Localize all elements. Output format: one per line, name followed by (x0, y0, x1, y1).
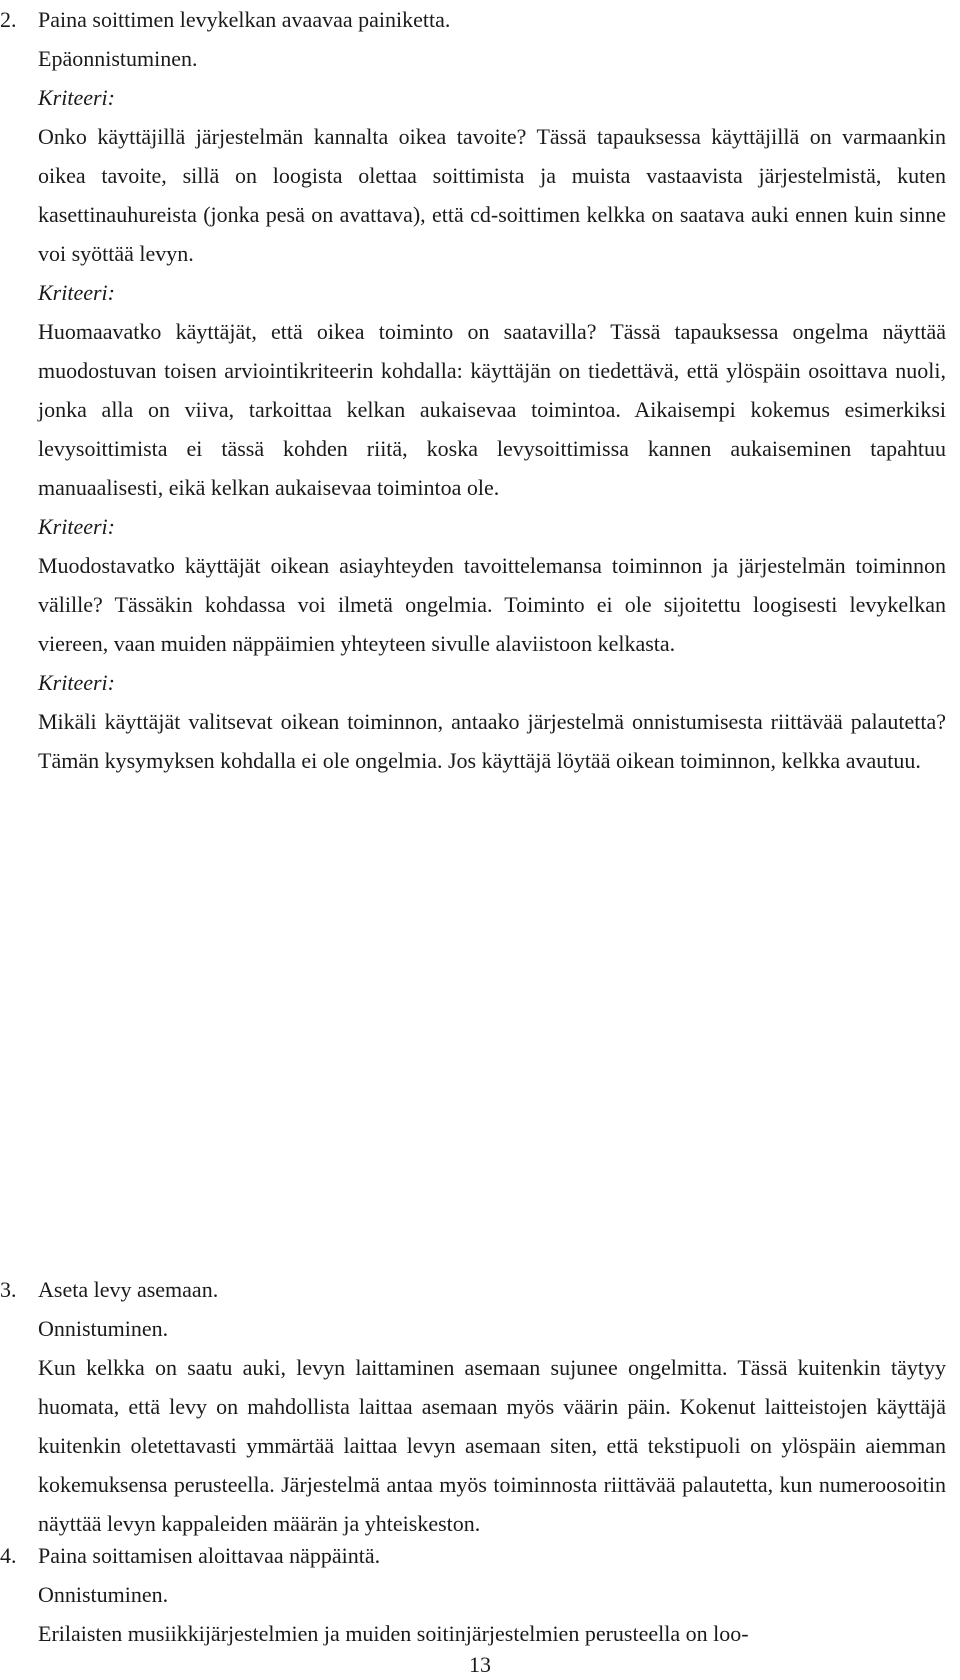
item-body (38, 1536, 946, 1653)
item-number: 4. (0, 1543, 17, 1568)
criteria-label: Kriteeri: (38, 280, 115, 305)
item-body (38, 1270, 946, 1543)
item-number: 3. (0, 1277, 17, 1302)
criteria-text: Huomaavatko käyttäjät, että oikea toiminto on saatavilla? Tässä tapauksessa ongelma näyttää muodostuvan toisen arviointikriteerin kohdalla: käyttäjän on tiedettävä, että ylöspäin osoittava nuoli, jonka alla on viiva, tarkoittaa kelkan aukaisevaa toimintoa. Aikaisempi kokemus esimerkiksi levysoittimista ei tässä kohden riitä, koska levysoittimissa kannen aukaiseminen tapahtuu manuaalisesti, eikä kelkan aukaisevaa toimintoa ole. (38, 319, 946, 500)
criteria-text: Mikäli käyttäjät valitsevat oikean toiminnon, antaako järjestelmä onnistumisesta riittävää palautetta? Tämän kysymyksen kohdalla ei ole ongelmia. Jos käyttäjä löytää oikean toiminnon, kelkka avautuu. (38, 709, 946, 773)
criteria-text: Onko käyttäjillä järjestelmän kannalta oikea tavoite? Tässä tapauksessa käyttäjillä on varmaankin oikea tavoite, sillä on loogista olettaa soittimista ja muista vastaavista järjestelmistä, kuten kasettinauhureista (jonka pesä on avattava), että cd-soittimen kelkka on saatava auki ennen kuin sinne voi syöttää levyn. (38, 124, 946, 266)
page-number: 13 (469, 1652, 491, 1677)
item-heading: Paina soittimen levykelkan avaavaa painiketta. (38, 7, 451, 32)
criteria-label: Kriteeri: (38, 670, 115, 695)
item-number: 2. (0, 7, 17, 32)
item-result: Onnistuminen. (38, 1582, 169, 1607)
criteria-label: Kriteeri: (38, 514, 115, 539)
item-body (38, 0, 946, 780)
item-text: Erilaisten musiikkijärjestelmien ja muiden soitinjärjestelmien perusteella on loo- (38, 1621, 749, 1646)
criteria-label: Kriteeri: (38, 85, 115, 110)
item-heading: Paina soittamisen aloittavaa näppäintä. (38, 1543, 381, 1568)
item-heading: Aseta levy asemaan. (38, 1277, 219, 1302)
item-result: Epäonnistuminen. (38, 46, 198, 71)
criteria-text: Muodostavatko käyttäjät oikean asiayhteyden tavoittelemansa toiminnon ja järjestelmän toiminnon välille? Tässäkin kohdassa voi ilmetä ongelmia. Toiminto ei ole sijoitettu loogisesti levykelkan viereen, vaan muiden näppäimien yhteyteen sivulle alaviistoon kelkasta. (38, 553, 946, 656)
item-result: Onnistuminen. (38, 1316, 169, 1341)
item-text: Kun kelkka on saatu auki, levyn laittaminen asemaan sujunee ongelmitta. Tässä kuitenkin täytyy huomata, että levy on mahdollista laittaa asemaan myös väärin päin. Kokenut laitteistojen käyttäjä kuitenkin oletettavasti ymmärtää laittaa levyn asemaan siten, että tekstipuoli on ylöspäin aiemman kokemuksensa perusteella. Järjestelmä antaa myös toiminnosta riittävää palautetta, kun numeroosoitin näyttää levyn kappaleiden määrän ja yhteiskeston. (38, 1355, 946, 1536)
